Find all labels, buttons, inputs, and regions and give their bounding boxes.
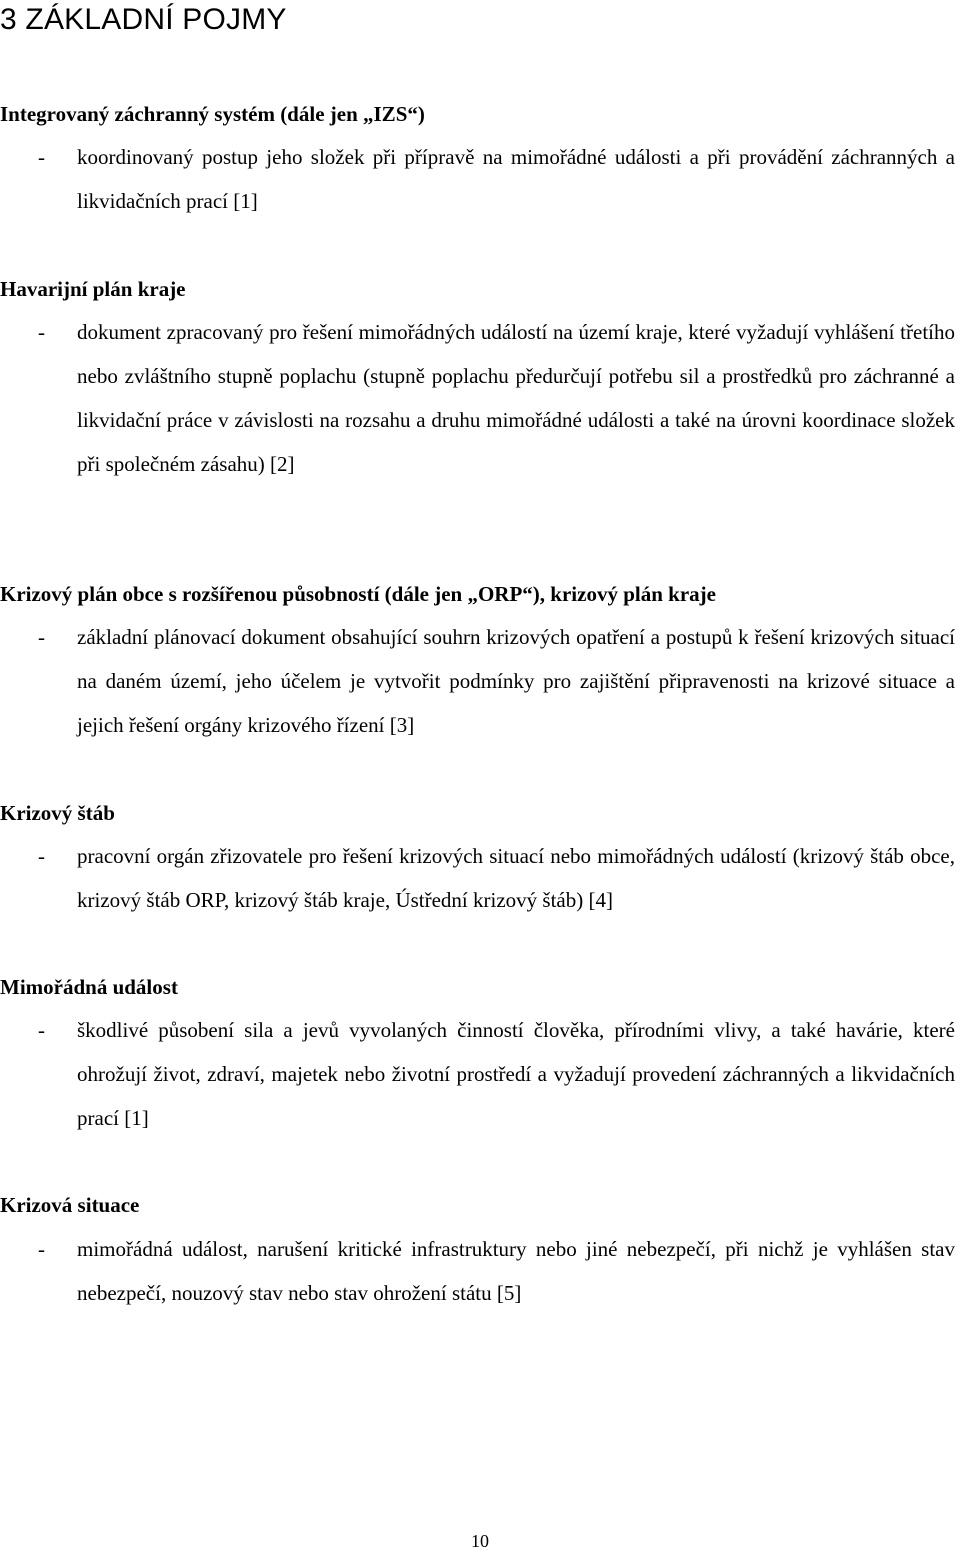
list-dash: - bbox=[38, 625, 45, 649]
term-krizovy-plan: Krizový plán obce s rozšířenou působností (dále jen „ORP“), krizový plán kraje bbox=[0, 582, 716, 606]
definition-text: základní plánovací dokument obsahující souhrn krizových opatření a postupů k řešení krizových situací na daném území, jeho účelem je vytvořit podmínky pro zajištění připravenosti na krizové situace a jejich řešení orgány krizového řízení [3] bbox=[77, 625, 955, 737]
term-havarijni-plan: Havarijní plán kraje bbox=[0, 277, 186, 301]
definition-izs bbox=[0, 135, 955, 223]
term-krizovy-stab: Krizový štáb bbox=[0, 801, 115, 825]
definition-text: koordinovaný postup jeho složek při přípravě na mimořádné události a při provádění záchranných a likvidačních prací [1] bbox=[77, 145, 955, 213]
definition-krizovy-plan bbox=[0, 615, 955, 747]
list-dash: - bbox=[38, 1237, 45, 1261]
definition-havarijni-plan bbox=[0, 310, 955, 486]
definition-krizova-situace bbox=[0, 1227, 955, 1315]
list-dash: - bbox=[38, 320, 45, 344]
term-krizova-situace: Krizová situace bbox=[0, 1193, 140, 1217]
definition-mimoradna-udalost bbox=[0, 1008, 955, 1140]
list-dash: - bbox=[38, 145, 45, 169]
definition-krizovy-stab bbox=[0, 834, 955, 922]
list-dash: - bbox=[38, 1018, 45, 1042]
definition-text: pracovní orgán zřizovatele pro řešení krizových situací nebo mimořádných událostí (krizový štáb obce, krizový štáb ORP, krizový štáb kraje, Ústřední krizový štáb) [4] bbox=[77, 844, 955, 912]
page-number: 10 bbox=[471, 1531, 489, 1551]
term-mimoradna-udalost: Mimořádná událost bbox=[0, 975, 178, 999]
definition-text: dokument zpracovaný pro řešení mimořádných událostí na území kraje, které vyžadují vyhlášení třetího nebo zvláštního stupně poplachu (stupně poplachu předurčují potřebu sil a prostředků pro záchranné a likvidační práce v závislosti na rozsahu a druhu mimořádné události a také na úrovni koordinace složek při společném zásahu) [2] bbox=[77, 320, 955, 476]
definition-text: škodlivé působení sila a jevů vyvolaných činností člověka, přírodními vlivy, a také havárie, které ohrožují život, zdraví, majetek nebo životní prostředí a vyžadují provedení záchranných a likvidačních prací [1] bbox=[77, 1018, 955, 1130]
term-izs: Integrovaný záchranný systém (dále jen „IZS“) bbox=[0, 102, 425, 126]
page-heading: 3 ZÁKLADNÍ POJMY bbox=[0, 3, 287, 36]
definition-text: mimořádná událost, narušení kritické infrastruktury nebo jiné nebezpečí, při nichž je vyhlášen stav nebezpečí, nouzový stav nebo stav ohrožení státu [5] bbox=[77, 1237, 955, 1305]
list-dash: - bbox=[38, 844, 45, 868]
